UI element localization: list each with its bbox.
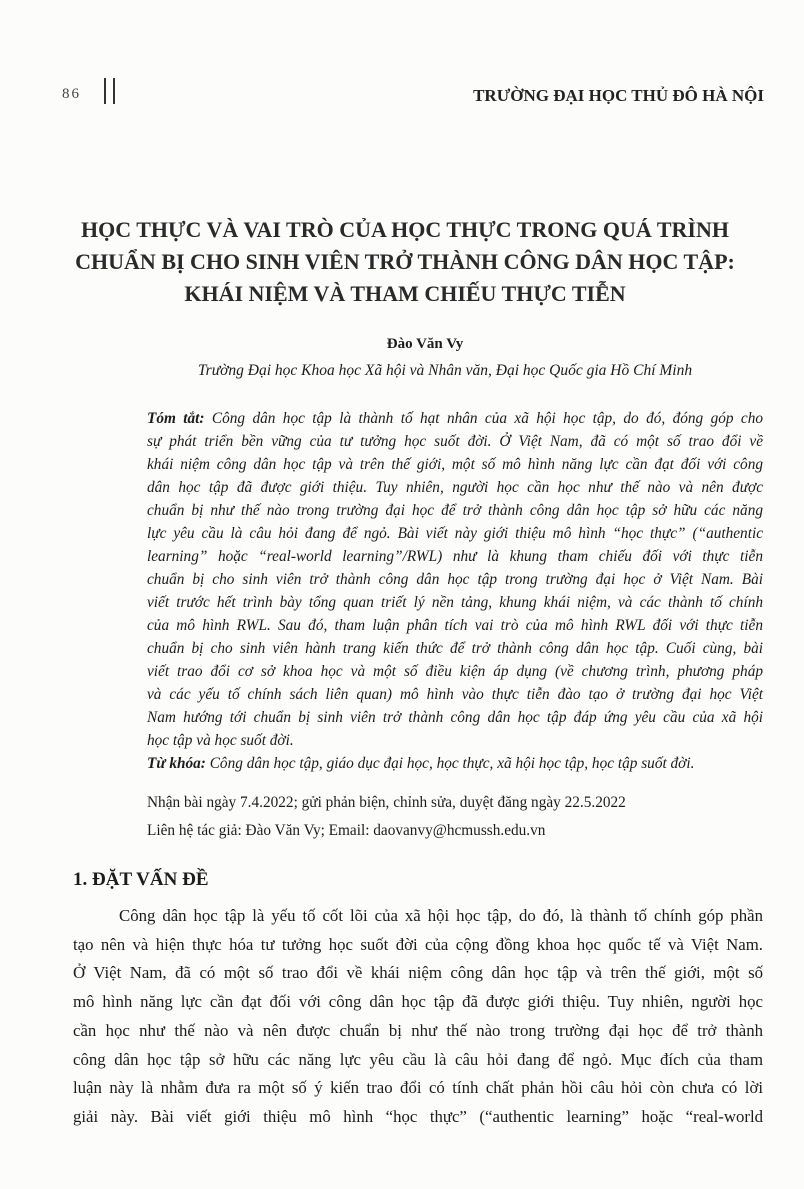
keywords-text: Công dân học tập, giáo dục đại học, học thực, xã hội học tập, học tập suốt đời. [209,755,695,772]
header-divider-bars [104,78,115,104]
affiliation: Trường Đại học Khoa học Xã hội và Nhân văn, Đại học Quốc gia Hồ Chí Minh [197,362,693,379]
author-contact: Liên hệ tác giả: Đào Văn Vy; Email: daovanvy@hcmussh.edu.vn [147,822,546,839]
abstract-line [147,476,763,499]
body-line: mô hình năng lực cần đạt đối với công dân học tập đã được giới thiệu. Tuy nhiên, người học [73,992,763,1012]
section-body [73,902,763,1132]
abstract-text: của mô hình RWL. Sau đó, tham luận phân tích vai trò của mô hình RWL đối với thực tiễn [147,617,763,634]
abstract-text: chuẩn bị cho sinh viên hành trang kiến thức để trở thành công dân học tập. Cuối cùng, bài [147,640,763,657]
body-line: luận này là nhằm đưa ra một số ý kiến trao đổi có tính chất phản hồi câu hỏi còn chưa có lời [73,1078,763,1098]
abstract-text: dân học tập đã được giới thiệu. Tuy nhiên, người học cần học như thế nào và nên được [147,479,763,496]
abstract-line [147,591,763,614]
body-line: cần học như thế nào và nên được chuẩn bị như thế nào trong trường đại học để trở thành [73,1020,763,1040]
abstract-label: Tóm tắt: [147,410,205,427]
body-line: Công dân học tập là yếu tố cốt lõi của xã hội học tập, do đó, là thành tố chính góp phần [119,906,763,925]
abstract-line [147,614,763,637]
abstract-line [147,637,763,660]
abstract-text: sự phát triển bền vững của tư tưởng học suốt đời. Ở Việt Nam, đã có một số trao đổi về [147,433,763,450]
section-heading: 1. ĐẶT VẤN ĐỀ [73,869,209,890]
abstract-line [147,499,763,522]
abstract-text: lực yêu cầu là câu hỏi đang để ngỏ. Bài viết này giới thiệu mô hình “học thực” (“authentic [147,525,763,542]
article-content [0,214,804,1132]
abstract-text: viết trao đổi cơ sở khoa học và một số điều kiện áp dụng (về chương trình, phương pháp [147,663,763,680]
abstract-line [147,683,763,706]
abstract-text: chuẩn bị như thế nào trong trường đại học để trở thành công dân học tập sở hữu các năng [147,502,763,519]
abstract-text: viết trước hết trình bày tổng quan triết lý nền tảng, khung khái niệm, và các thành tố chính [147,594,763,611]
abstract-text: khái niệm công dân học tập và trên thế giới, một số mô hình năng lực cần đạt đối với công [147,456,763,473]
keywords [147,752,763,775]
abstract-text: Nam hướng tới chuẩn bị sinh viên trở thành công dân học tập đáp ứng yêu cầu của xã hội [147,709,763,726]
abstract-line [147,706,763,729]
body-line: tạo nên và hiện thực hóa tư tưởng học suốt đời của cộng đồng khoa học quốc tế và Việt Nam. [73,934,763,954]
abstract-text: học tập và học suốt đời. [147,732,294,749]
title-line: KHÁI NIỆM VÀ THAM CHIẾU THỰC TIỄN [184,281,626,306]
abstract-line [147,568,763,591]
abstract-line [147,407,763,430]
body-line: Ở Việt Nam, đã có một số trao đổi về khái niệm công dân học tập và trên thế giới, một số [73,963,763,983]
abstract-text: và các yếu tố chính sách liên quan) mô hình vào thực tiễn đào tạo ở trường đại học Việt [147,686,763,703]
author-name: Đào Văn Vy [386,336,464,352]
abstract-line [147,729,763,752]
body-line: giải này. Bài viết giới thiệu mô hình “học thực” (“authentic learning” hoặc “real-world [73,1106,763,1126]
abstract-line [147,660,763,683]
abstract-line [147,430,763,453]
page-number: 86 [62,86,81,102]
body-line: công dân học tập sở hữu các năng lực yêu cầu là câu hỏi đang để ngỏ. Mục đích của tham [73,1049,763,1069]
abstract-text: learning” hoặc “real-world learning”/RWL) như là khung tham chiếu đối với thực tiễn [147,548,763,565]
title-line: HỌC THỰC VÀ VAI TRÒ CỦA HỌC THỰC TRONG QUÁ TRÌNH [81,217,729,242]
abstract-line [147,453,763,476]
abstract [147,407,763,775]
journal-name: TRƯỜNG ĐẠI HỌC THỦ ĐÔ HÀ NỘI [473,86,764,105]
article-title [60,214,750,310]
abstract-line [147,522,763,545]
abstract-line [147,545,763,568]
abstract-text: Công dân học tập là thành tố hạt nhân của xã hội học tập, do đó, đóng góp cho [211,410,763,427]
keywords-label: Từ khóa: [147,755,206,772]
abstract-text: chuẩn bị cho sinh viên trở thành công dân học tập trong trường đại học ở Việt Nam. Bài [147,571,763,588]
received-dates: Nhận bài ngày 7.4.2022; gửi phản biện, chỉnh sửa, duyệt đăng ngày 22.5.2022 [147,794,626,811]
title-line: CHUẨN BỊ CHO SINH VIÊN TRỞ THÀNH CÔNG DÂN HỌC TẬP: [75,249,735,274]
